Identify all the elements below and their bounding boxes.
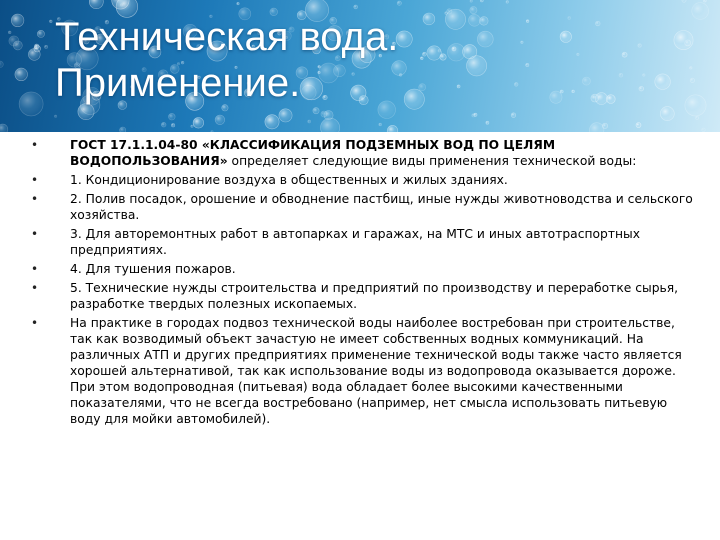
list-item <box>28 137 700 169</box>
title-line-1: Техническая вода. <box>55 15 399 59</box>
title-line-2: Применение. <box>55 61 301 105</box>
list-item <box>28 280 700 312</box>
bullet-icon: • <box>31 138 39 152</box>
list-item <box>28 172 700 188</box>
bullet-icon: • <box>31 192 39 206</box>
list-item-text: 1. Кондиционирование воздуха в общественных и жилых зданиях. <box>70 173 508 187</box>
bullet-icon: • <box>31 227 39 241</box>
bullet-icon: • <box>31 173 39 187</box>
bullet-icon: • <box>31 316 39 330</box>
list-item-text: На практике в городах подвоз технической воды наиболее востребован при строительстве, так как возводимый объект зачастую не имеет собственных водных коммуникаций. На различных АТП и других предприятиях применение технической воды также часто является хорошей альтернативой, так как использование воды из водопровода оказывается дороже. При этом водопроводная (питьевая) вода обладает более высокими качественными показателями, что не всегда востребовано (например, нет смысла использовать питьевую воду для мойки автомобилей). <box>70 316 682 426</box>
list-item <box>28 226 700 258</box>
bullet-icon: • <box>31 262 39 276</box>
list-item <box>28 315 700 427</box>
list-item-text: определяет следующие виды применения технической воды: <box>227 154 637 168</box>
list-item-text: 2. Полив посадок, орошение и обводнение пастбищ, иные нужды животноводства и сельского хозяйства. <box>70 192 693 222</box>
list-item <box>28 191 700 223</box>
list-item-text: 5. Технические нужды строительства и предприятий по производству и переработке сырья, разработке твердых полезных ископаемых. <box>70 281 679 311</box>
header-banner <box>0 0 720 132</box>
bullet-list <box>28 137 700 430</box>
slide-title <box>55 14 398 106</box>
bullet-icon: • <box>31 281 39 295</box>
gost-title: ГОСТ 17.1.1.04-80 «КЛАССИФИКАЦИЯ ПОДЗЕМНЫХ ВОД ПО ЦЕЛЯМ ВОДОПОЛЬЗОВАНИЯ» <box>70 138 556 168</box>
list-item <box>28 261 700 277</box>
list-item-text: 4. Для тушения пожаров. <box>70 262 236 276</box>
list-item-text: 3. Для авторемонтных работ в автопарках и гаражах, на МТС и иных автотраспортных предприятиях. <box>70 227 641 257</box>
